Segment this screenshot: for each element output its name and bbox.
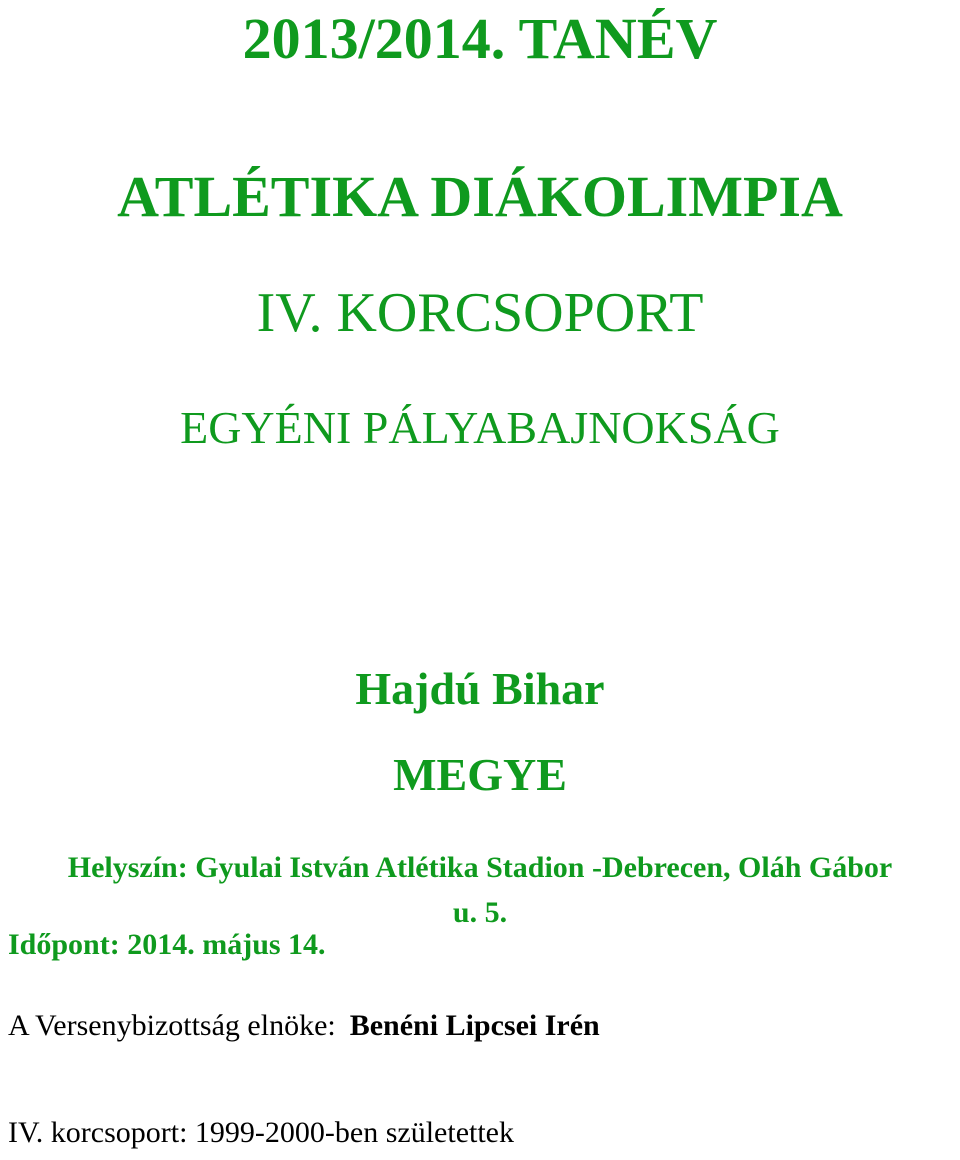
chair-label: A Versenybizottság elnöke: [8,1009,336,1042]
age-group-note: IV. korcsoport: 1999-2000-ben születettek [8,1116,515,1149]
age-group-title: IV. KORCSOPORT [256,282,704,344]
location-line-1: Helyszín: Gyulai István Atlétika Stadion -Debrecen, Oláh Gábor [67,851,893,884]
committee-chair [8,1011,600,1041]
school-year-title: 2013/2014. TANÉV [242,6,718,71]
region-name: Hajdú Bihar [355,663,605,714]
championship-title: EGYÉNI PÁLYABAJNOKSÁG [180,402,780,453]
chair-name: Benéni Lipcsei Irén [349,1009,600,1042]
location-line-2: u. 5. [452,896,508,929]
event-title: ATLÉTIKA DIÁKOLIMPIA [117,164,843,229]
event-date: Időpont: 2014. május 14. [8,928,326,961]
region-type: MEGYE [393,749,567,800]
